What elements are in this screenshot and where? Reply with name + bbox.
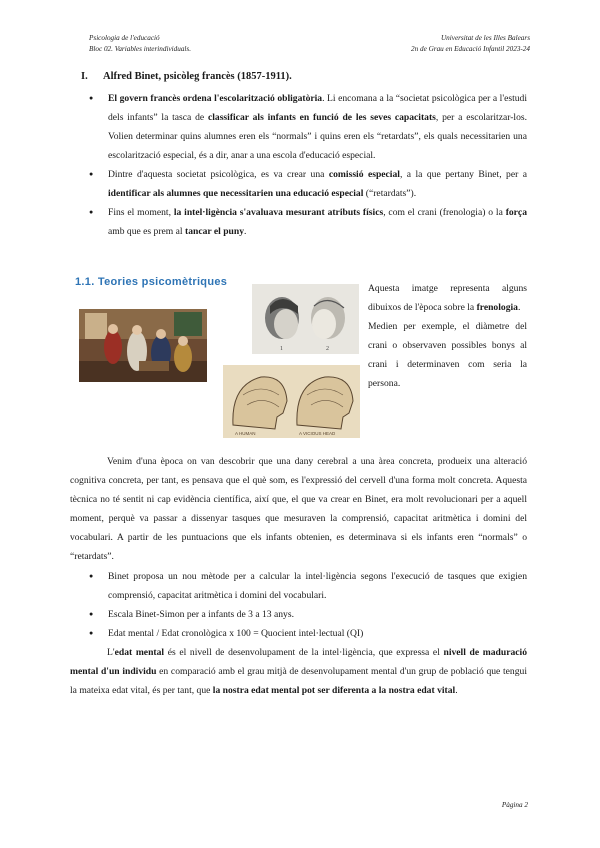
phrenology-profiles-image [223,365,360,438]
page-header-right [411,33,530,55]
fig-label-2: 2 [326,346,329,352]
list-item: ● Dintre d'aquesta societat psicològica, es va crear una comissió especial, a la que pertany Binet, per a identificar als alumnes que necessitarien una educació especial (“retardats”). [83,165,527,203]
painting-scene-image [79,309,207,382]
list-item: ● Fins el moment, la intel·ligència s'avaluava mesurant atributs físics, com el crani (frenologia) o la força amb que es prem al tancar el puny. [83,203,527,241]
phrenology-heads-image [252,284,359,354]
section-title-text: Alfred Binet, psicòleg francès (1857-1911). [103,71,292,82]
list-item: ● Edat mental / Edat cronològica x 100 = Quocient intel·lectual (QI) [83,624,527,643]
fig-label-vicious: A VICIOUS HEAD [299,431,336,436]
image-caption [368,279,527,393]
bullet-list-top [83,89,527,241]
caption-paragraph: Aquesta imatge representa alguns dibuixos de l'època sobre la frenologia. [368,283,527,313]
section-number: I. [81,71,88,82]
section-title [81,71,292,82]
header-degree: 2n de Grau en Educació Infantil 2023-24 [411,45,530,53]
list-item: ● Escala Binet-Simon per a infants de 3 a 13 anys. [83,605,527,624]
caption-paragraph: Medien per exemple, el diàmetre del crani o observaven possibles bonys al crani i determinaven com seria la persona. [368,321,527,389]
fig-label-1: 1 [280,346,283,352]
subsection-title: 1.1. Teories psicomètriques [75,276,228,288]
header-course: Psicologia de l'educació [89,34,160,42]
header-block: Bloc 02. Variables interindividuals. [89,45,192,53]
page-number: Pàgina 2 [501,801,528,809]
fig-label-human: A HUMAN [235,431,256,436]
header-university: Universitat de les Illes Balears [440,34,530,42]
paragraph-mental-age: L'edat mental és el nivell de desenvolupament de la intel·ligència, que expressa el nivell de maduració mental d'un individu en comparació amb el grau mitjà de desenvolupament mental d'un grup de població que tengui la mateixa edat vital, és per tant, que la nostra edat mental pot ser diferenta a la nostra edat vital. [70,647,527,696]
list-item: ● El govern francès ordena l'escolarització obligatòria. Li encomana a la “societat psicològica per a l'estudi dels infants” la tasca de classificar als infants en funció de les seves capacitats, per a escolaritzar-los. Volien determinar quins alumnes eren els “normals” i quins eren els “retardats”, els quals necessitarien una escolarització especial, és a dir, anar a una escola d'educació especial. [83,89,527,165]
bullet-list-bottom [83,567,527,643]
page-header-left [89,33,191,55]
list-item: ● Binet proposa un nou mètode per a calcular la intel·ligència segons l'execució de tasques que exigien comprensió, capacitat aritmètica i domini del vocabulari. [83,567,527,605]
paragraph-history: Venim d'una època on van descobrir que una dany cerebral a una àrea concreta, produeix una alteració cognitiva concreta, per tant, es pensava que el què som, es l'expressió del cervell d'una forma molt concreta. Aquesta tècnica no té sentit ni cap evidència científica, així que, el que va crear en Binet, era molt revolucionari per a aquell moment, perquè va passar a dissenyar tasques que mesuraven la comprensió, capacitat aritmètica i domini del vocabulari. A partir de les puntuacions que els infants obtenien, es determinava si els infants eren “normals” o “retardats”. [70,456,527,562]
